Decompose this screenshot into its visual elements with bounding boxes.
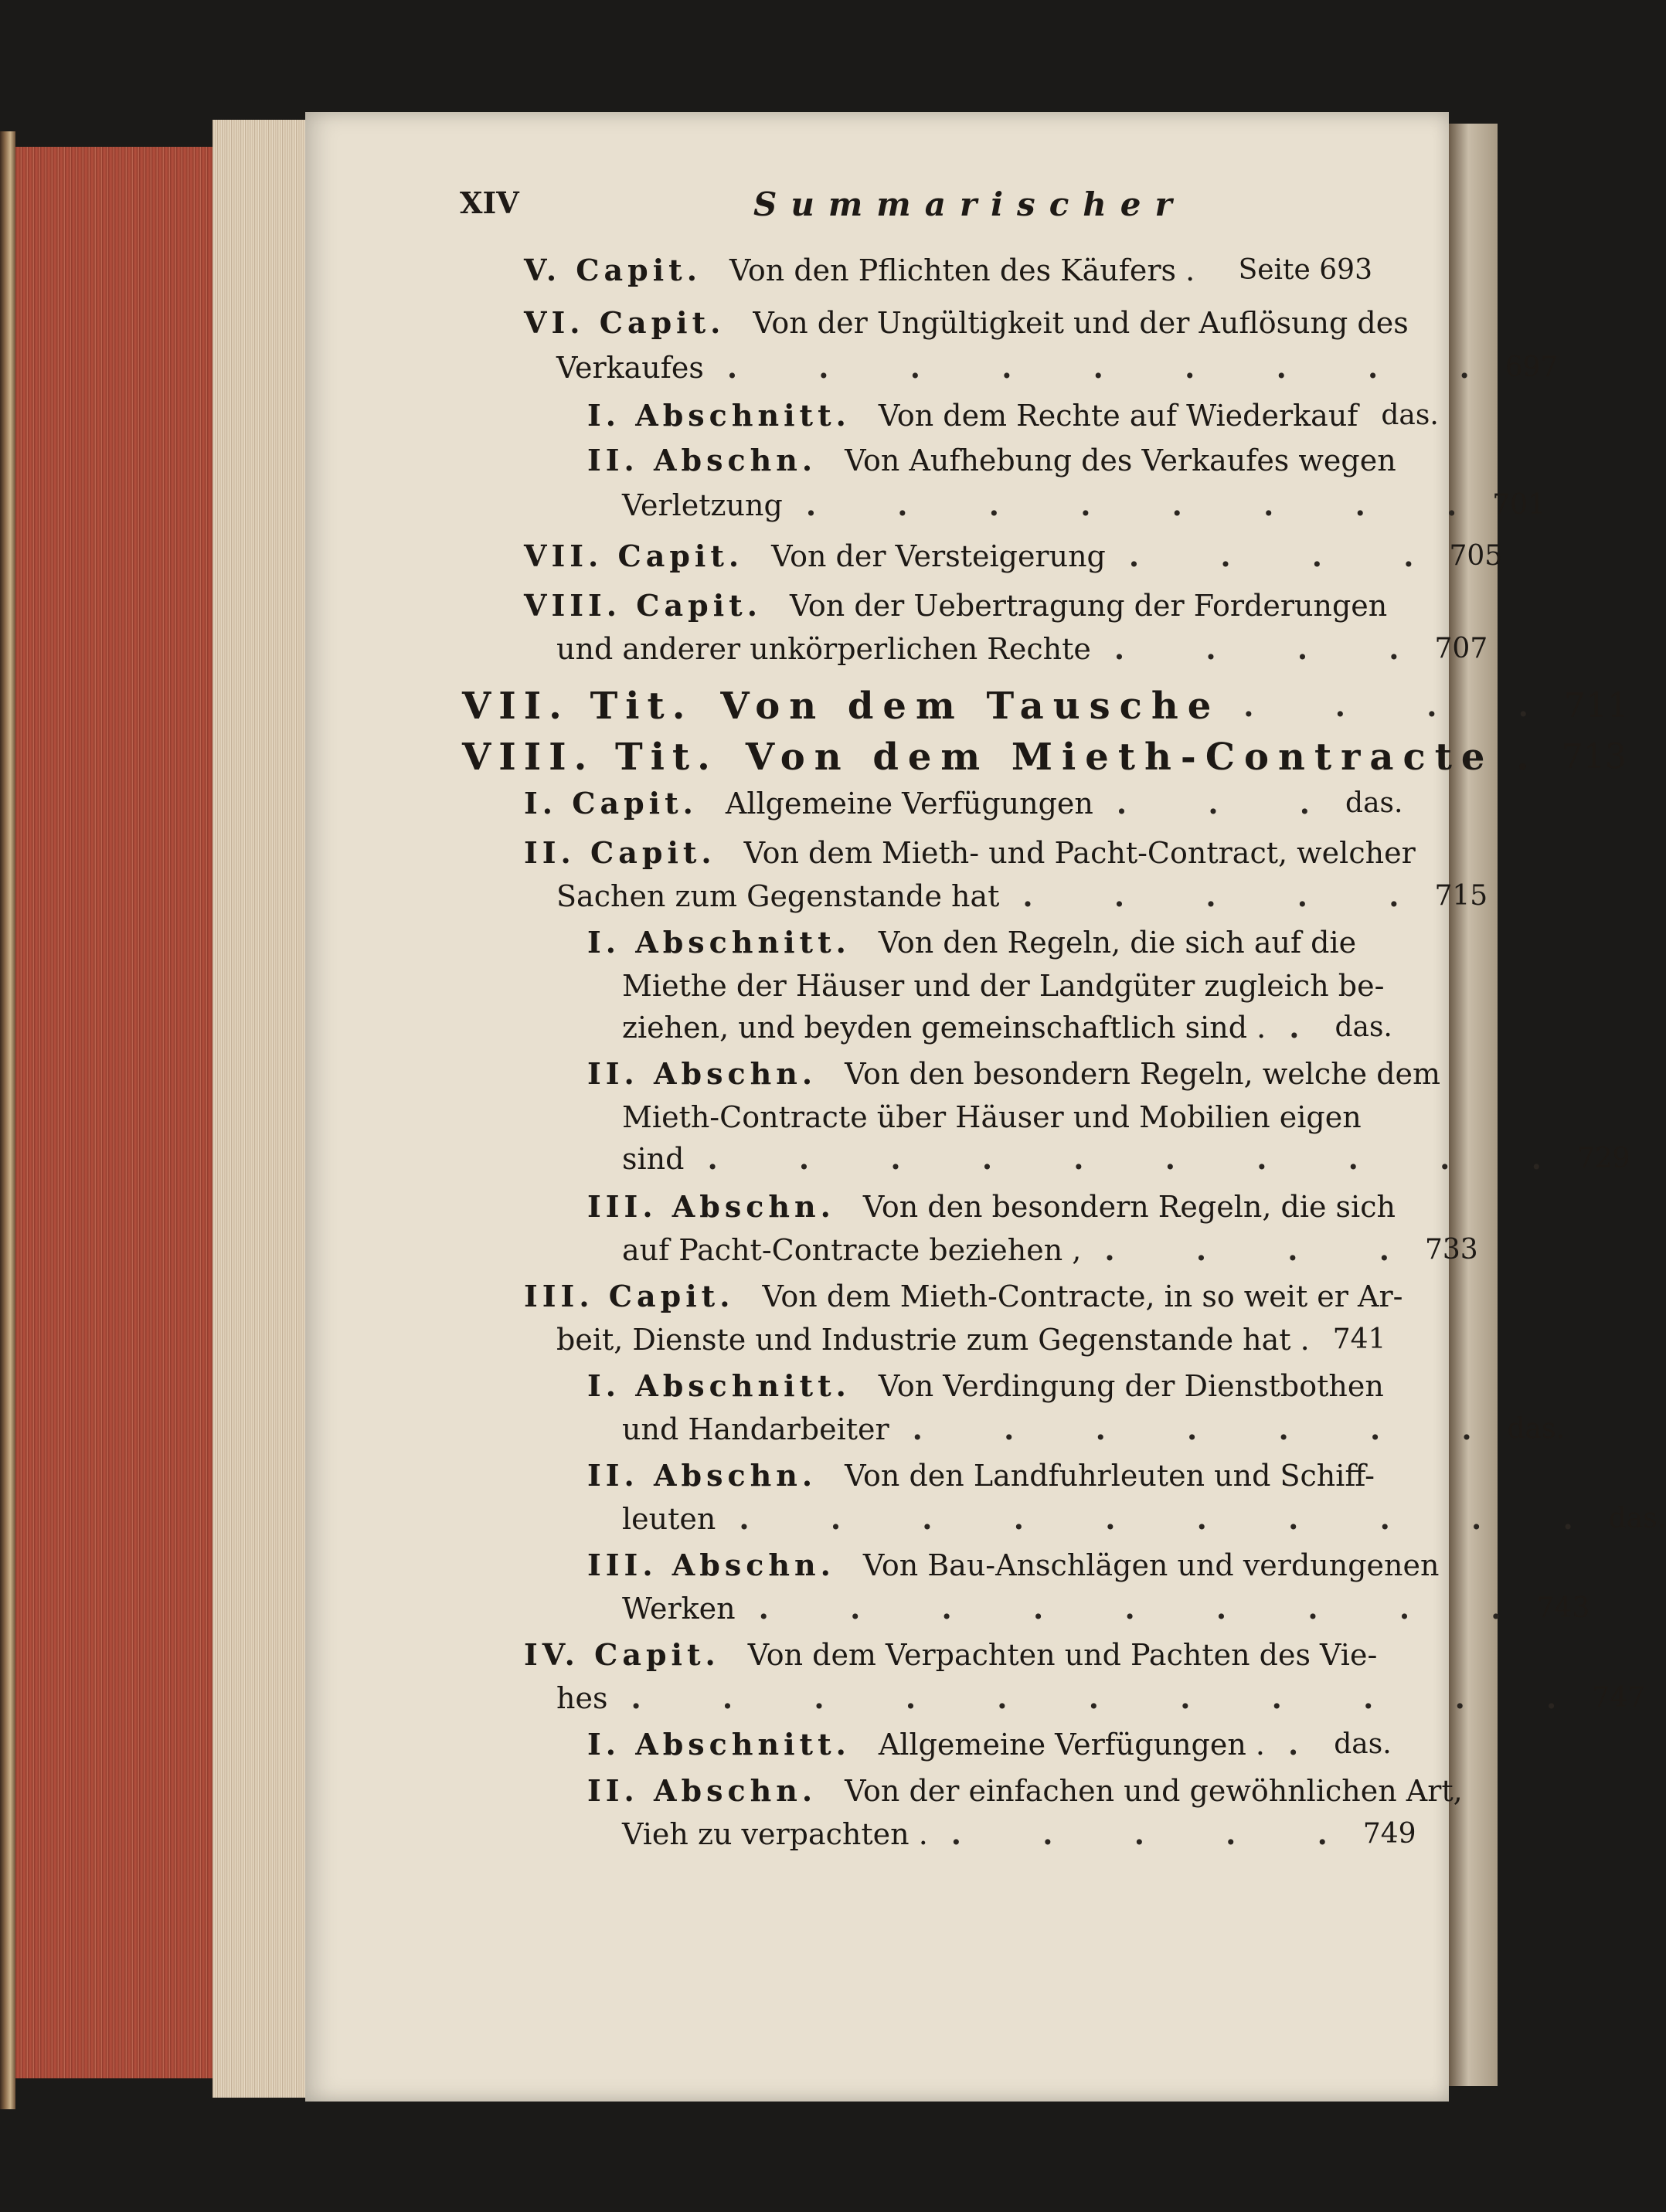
leader-dots: . . . . . . . . . . xyxy=(707,1141,1577,1176)
toc-entry xyxy=(587,394,1439,437)
toc-entry xyxy=(622,484,1545,527)
leader-dots: . . . . xyxy=(1243,688,1564,723)
entry-text: Von dem Verpachten und Pachten des Vie- xyxy=(747,1638,1378,1672)
toc-entry xyxy=(462,678,1629,728)
leader-dots: . . . xyxy=(1116,786,1346,821)
entry-text: beit, Dienste und Industrie zum Gegenstande hat . xyxy=(556,1323,1310,1357)
toc-entry xyxy=(524,535,1503,578)
entry-text: Miethe der Häuser und der Landgüter zugleich be- xyxy=(622,969,1385,1003)
entry-page: 711 xyxy=(1563,686,1629,725)
entry-label: II. Abschn. xyxy=(587,443,818,477)
entry-label: VII. Tit. xyxy=(462,685,693,728)
entry-page: das. xyxy=(1381,399,1439,431)
leader-dots: . . . . . . . . . . . xyxy=(631,1680,1593,1715)
entry-text: auf Pacht-Contracte beziehen , xyxy=(622,1233,1082,1267)
toc-entry xyxy=(524,831,1416,875)
entry-label: II. Abschn. xyxy=(587,1773,818,1808)
entry-page: das. xyxy=(1507,1413,1566,1445)
entry-text: Von der Ungültigkeit und der Auflösung des xyxy=(753,306,1409,340)
entry-text: Von Bau-Anschlägen und verdungenen xyxy=(862,1548,1440,1582)
entry-text: Von dem Mieth- und Pacht-Contract, welcher xyxy=(743,836,1416,870)
entry-page: 701 xyxy=(1492,489,1545,521)
leader-dots: . . . . . xyxy=(950,1816,1363,1851)
leader-dots: . . . . . . . . . xyxy=(758,1591,1537,1626)
entry-label: II. Abschn. xyxy=(587,1056,818,1091)
leader-dots: . . . . . xyxy=(1022,878,1435,913)
entry-label: VII. Capit. xyxy=(524,539,744,573)
toc-entry xyxy=(587,1723,1392,1766)
leader-dots: . . . . . . . xyxy=(912,1412,1508,1446)
entry-page: 743 xyxy=(1536,1592,1590,1624)
entry-page: 715 xyxy=(1434,880,1488,912)
page-header xyxy=(460,185,1498,232)
toc-entry xyxy=(622,1096,1372,1139)
entry-text: Allgemeine Verfügungen xyxy=(725,787,1093,821)
entry-label: III. Abschn. xyxy=(587,1189,835,1224)
entry-label: I. Abschnitt. xyxy=(587,398,851,433)
leader-dots: . . . . . . . . xyxy=(805,488,1493,522)
toc-entry xyxy=(556,1318,1386,1361)
toc-entry xyxy=(622,1587,1590,1630)
entry-page: 697 xyxy=(1504,352,1559,383)
toc-entry xyxy=(524,301,1409,345)
entry-text: sind xyxy=(622,1142,685,1176)
entry-text: und anderer unkörperlichen Rechte xyxy=(556,632,1091,666)
entry-page: 733 xyxy=(1424,1234,1478,1266)
toc-entry xyxy=(556,627,1488,671)
toc-entry xyxy=(556,875,1488,918)
toc-entry xyxy=(524,249,1372,292)
toc-entry xyxy=(587,1544,1440,1587)
entry-page: 705 xyxy=(1449,540,1503,572)
leader-dots: . . . . xyxy=(1114,631,1435,666)
toc-entry xyxy=(556,346,1559,389)
entry-label: V. Capit. xyxy=(524,253,702,287)
book-red-edge xyxy=(15,147,212,2078)
entry-text: Von dem Rechte auf Wiederkauf xyxy=(878,399,1358,433)
toc-entry xyxy=(524,1633,1378,1677)
entry-text: Sachen zum Gegenstande hat xyxy=(556,879,1000,913)
entry-page: das. xyxy=(1334,1011,1392,1043)
entry-label: IV. Capit. xyxy=(524,1637,720,1672)
entry-page: 713 xyxy=(1561,737,1627,776)
entry-text: Von den Pflichten des Käufers . xyxy=(729,253,1195,287)
leader-dots: . xyxy=(1289,1010,1335,1045)
toc-entry xyxy=(587,1769,1463,1813)
entry-text: hes xyxy=(556,1681,608,1715)
entry-page: das. xyxy=(1608,1503,1666,1534)
entry-label: I. Abschnitt. xyxy=(587,925,851,960)
entry-page: 747 xyxy=(1592,1682,1646,1714)
toc-entry xyxy=(622,1137,1630,1181)
entry-page: das. xyxy=(1334,1728,1392,1760)
page-title: Summarischer xyxy=(753,185,1186,223)
entry-label: III. Capit. xyxy=(524,1279,735,1313)
leader-dots: . . . . . . . . . . xyxy=(739,1501,1609,1536)
toc-entry xyxy=(524,584,1388,627)
entry-page: 749 xyxy=(1362,1818,1416,1850)
entry-page: das. xyxy=(1345,787,1403,819)
book-cover-edge xyxy=(0,131,15,2109)
entry-text: Allgemeine Verfügungen . xyxy=(878,1728,1266,1762)
toc-entry xyxy=(622,964,1385,1007)
entry-page: 729 xyxy=(1576,1143,1630,1174)
entry-label: VI. Capit. xyxy=(524,305,726,340)
entry-page: Seite 693 xyxy=(1238,254,1372,286)
entry-label: I. Abschnitt. xyxy=(587,1368,851,1403)
entry-text: Von Aufhebung des Verkaufes wegen xyxy=(845,443,1396,477)
entry-label: VIII. Tit. xyxy=(462,736,718,779)
toc-entry xyxy=(587,1052,1441,1096)
toc-entry xyxy=(587,1454,1375,1497)
entry-text: Mieth-Contracte über Häuser und Mobilien eigen xyxy=(622,1100,1362,1134)
entry-page: 741 xyxy=(1332,1323,1386,1355)
page-number: XIV xyxy=(460,185,519,220)
entry-text: Werken xyxy=(622,1592,736,1626)
toc-entry xyxy=(587,1185,1396,1228)
entry-label: III. Abschn. xyxy=(587,1548,835,1582)
entry-text: Von dem Mieth-Contracte . xyxy=(745,736,1538,779)
leader-dots: . xyxy=(1288,1727,1334,1762)
toc-entry xyxy=(622,1813,1416,1856)
toc-entry xyxy=(587,1364,1384,1408)
entry-text: Von der einfachen und gewöhnlichen Art, xyxy=(845,1774,1463,1808)
entry-label: II. Abschn. xyxy=(587,1458,818,1493)
toc-entry xyxy=(587,439,1396,482)
entry-page: 707 xyxy=(1434,633,1488,664)
entry-text: Von dem Mieth-Contracte, in so weit er Ar- xyxy=(762,1279,1403,1313)
toc-entry xyxy=(622,1006,1392,1049)
toc-entry xyxy=(622,1228,1478,1272)
entry-label: VIII. Capit. xyxy=(524,588,762,623)
entry-text: Von der Uebertragung der Forderungen xyxy=(789,589,1388,623)
entry-text: ziehen, und beyden gemeinschaftlich sind . xyxy=(622,1011,1266,1045)
toc-entry xyxy=(587,921,1372,964)
entry-text: Von dem Tausche xyxy=(720,685,1221,728)
entry-text: Von der Versteigerung xyxy=(771,539,1106,573)
page-stack xyxy=(212,120,305,2098)
toc-entry xyxy=(462,729,1627,779)
entry-text: Von den Regeln, die sich auf die xyxy=(878,926,1357,960)
toc-entry xyxy=(622,1408,1566,1451)
leader-dots: . . . . xyxy=(1128,539,1450,573)
toc-entry xyxy=(524,1275,1403,1318)
leader-dots: . . . . xyxy=(1104,1232,1425,1267)
entry-text: Von den besondern Regeln, die sich xyxy=(862,1190,1396,1224)
toc-entry xyxy=(556,1677,1646,1720)
entry-text: leuten xyxy=(622,1502,716,1536)
entry-text: Verletzung xyxy=(622,488,783,522)
entry-text: und Handarbeiter xyxy=(622,1412,889,1446)
leader-dots: . . . . . . . . . xyxy=(726,350,1505,385)
toc-entry xyxy=(622,1497,1666,1541)
entry-text: Verkaufes xyxy=(556,351,704,385)
entry-label: I. Capit. xyxy=(524,786,698,821)
entry-label: II. Capit. xyxy=(524,835,716,870)
toc-entry xyxy=(524,782,1403,825)
entry-label: I. Abschnitt. xyxy=(587,1727,851,1762)
entry-text: Von den besondern Regeln, welche dem xyxy=(845,1057,1441,1091)
entry-text: Von Verdingung der Dienstbothen xyxy=(878,1369,1384,1403)
entry-text: Von den Landfuhrleuten und Schiff- xyxy=(845,1459,1375,1493)
entry-text: Vieh zu verpachten . xyxy=(622,1817,928,1851)
